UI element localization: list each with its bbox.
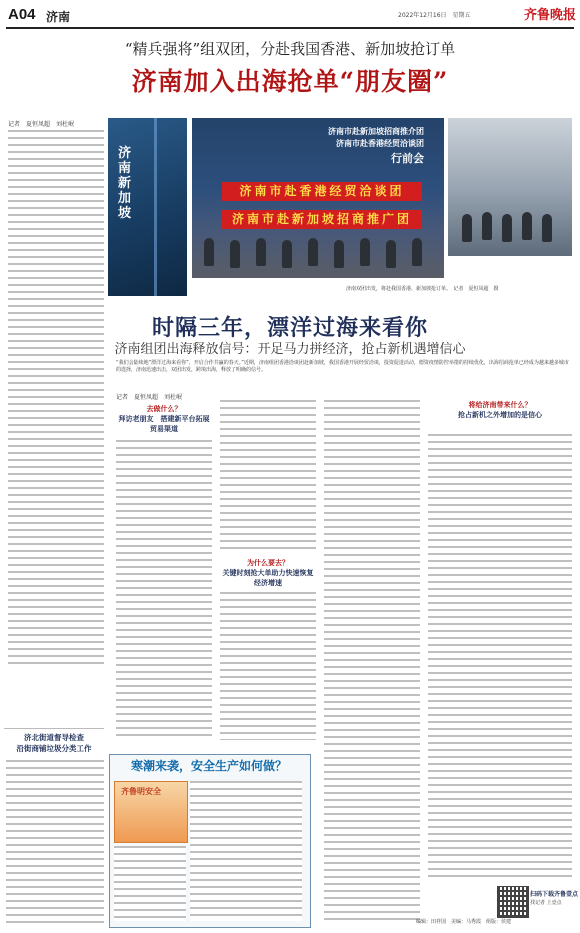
safety-poster-image <box>114 781 188 843</box>
header-rule <box>6 27 574 29</box>
person-figure <box>542 214 552 242</box>
safety-poster-text: 齐鲁明安全 <box>121 787 161 796</box>
page-number: A04 <box>8 6 36 23</box>
story2-headline: 时隔三年，漂洋过海来看你 <box>151 315 428 341</box>
story1-byline: 记者 夏恒凤超 刘杜岷 <box>8 121 75 128</box>
red-banner-singapore: 济南市赴新加坡招商推广团 <box>222 210 422 229</box>
photo-left-newspaper-graphic <box>108 118 187 296</box>
person-figure <box>282 240 292 268</box>
screen-line-2: 济南市赴香港经贸洽谈团 <box>336 139 424 148</box>
story2-column-3 <box>324 400 420 920</box>
person-figure <box>256 238 266 266</box>
side-story-title <box>4 732 104 754</box>
screen-line-1: 济南市赴新加坡招商推介团 <box>328 127 424 136</box>
story2-column-2a <box>220 400 316 550</box>
masthead-logo: 齐鲁晚报 <box>524 8 577 23</box>
story1-subhead: “精兵强将”组双团，分赴我国香港、新加坡抢订单 <box>124 40 456 58</box>
photo-main-delegation <box>192 118 444 278</box>
photo-left-stripe <box>154 118 157 296</box>
story2-byline: 记者 夏恒凤超 刘杜岷 <box>116 394 183 401</box>
photo-right-group <box>448 118 572 256</box>
side-story-rule <box>4 728 104 729</box>
editors-credit: 编辑：田祥国 美编：马秀霞 组版：侯建 <box>416 919 512 925</box>
person-figure <box>462 214 472 242</box>
side-story-body <box>6 760 104 926</box>
person-figure <box>412 238 422 266</box>
story1-body-column <box>8 130 104 668</box>
q3-title: 将给济南带来什么？ <box>468 401 532 409</box>
story2-column-4 <box>428 434 572 878</box>
person-figure <box>386 240 396 268</box>
story2-column-1 <box>116 440 212 740</box>
qr-subtitle: 找记者 上壹点 <box>530 900 562 906</box>
person-figure <box>308 238 318 266</box>
qr-title: 扫码下载齐鲁壹点 <box>530 891 579 898</box>
person-figure <box>334 240 344 268</box>
photo-left-text: 济南新加坡 <box>118 146 132 221</box>
person-figure <box>204 238 214 266</box>
qr-code[interactable] <box>497 886 529 918</box>
photo-caption: 济南双团出发，将赴我国香港、新加坡抢订单。 记者 夏恒凤超 摄 <box>346 286 499 292</box>
story2-subhead: 济南组团出海释放信号：开足马力拼经济，抢占新机遇增信心 <box>114 342 466 357</box>
safety-box-body-right <box>190 781 302 921</box>
q2-title: 为什么要去？ <box>247 559 289 567</box>
story1-headline: 济南加入出海抢单“朋友圈” <box>131 67 449 96</box>
side-story-title-line2: 沿街商铺垃圾分类工作 <box>16 744 92 753</box>
side-story-title-line1: 济北街道督导检查 <box>24 733 84 742</box>
q1-subtitle: 拜访老朋友 搭建新平台拓展贸易渠道 <box>118 415 210 433</box>
section-name: 济南 <box>46 10 71 24</box>
q2-subtitle: 关键时刻抢大单助力快速恢复经济增速 <box>222 569 314 587</box>
person-figure <box>230 240 240 268</box>
safety-box-title: 寒潮来袭，安全生产如何做？ <box>130 759 287 773</box>
red-banner-hongkong: 济南市赴香港经贸洽谈团 <box>222 182 422 201</box>
issue-date: 2022年12月16日 星期五 <box>398 12 471 19</box>
q3-subtitle: 抢占新机之外增加的是信心 <box>458 411 542 419</box>
story2-lead: “我们会陆续地“漂洋过海来看你”，开启合作共赢的春天。”近期，济南组团香港洽谈团赴新加坡，我国香港开展经贸洽谈，投资促进活动，德资疫情防控举措的持续优化，出海招商抢单已经成为越来越多城市的选择，济南迅速出击，双团出发，跨境出海，释放了明确的信号。 <box>116 360 569 374</box>
person-figure <box>522 212 532 240</box>
safety-box-body-left <box>114 846 186 921</box>
story2-column-2b <box>220 592 316 740</box>
q1-title: 去做什么？ <box>146 405 182 413</box>
person-figure <box>502 214 512 242</box>
screen-line-3: 行前会 <box>391 152 424 165</box>
person-figure <box>360 238 370 266</box>
person-figure <box>482 212 492 240</box>
